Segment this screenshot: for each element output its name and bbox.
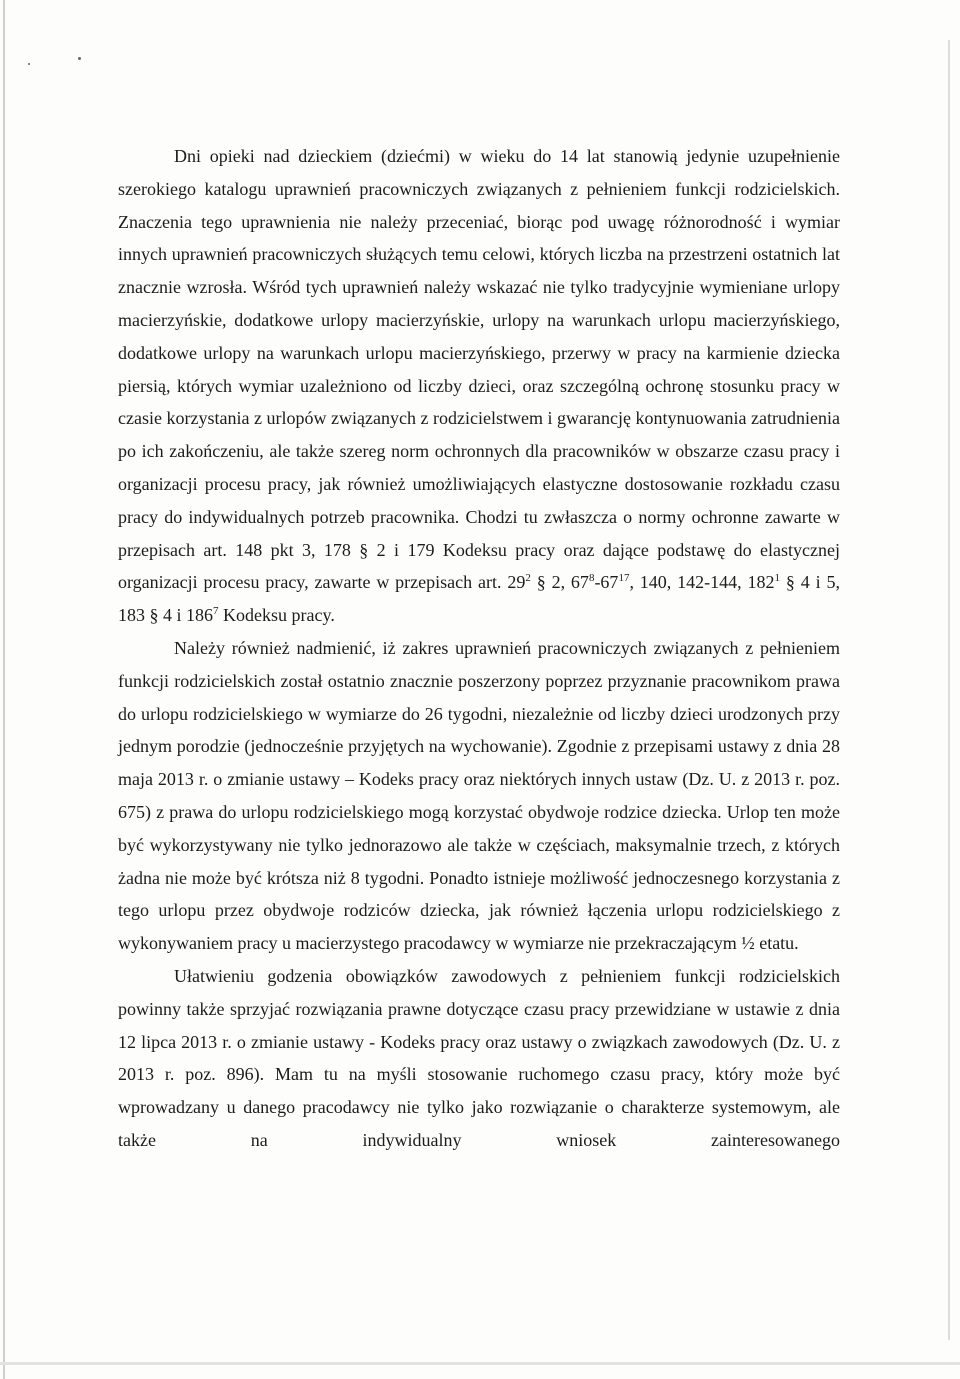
text-run: Kodeksu pracy. — [218, 605, 335, 626]
superscript-run: 1 — [774, 572, 781, 585]
scan-right-edge — [948, 40, 950, 1340]
scan-left-edge — [3, 0, 5, 1379]
scan-speck — [28, 63, 30, 65]
text-run: Należy również nadmienić, iż zakres uprawnień pracowniczych związanych z pełnieniem funkcji rodzicielskich został ostatnio znacznie poszerzony poprzez przyznanie pracownikom prawa do urlopu rodzicielskiego w wymiarze do 26 tygodni, niezależnie od liczby dzieci urodzonych przy jednym porodzie (jednocześnie przyjętych na wychowanie). Zgodnie z przepisami ustawy z dnia 28 maja 2013 r. o zmianie ustawy – Kodeks pracy oraz niektórych innych ustaw (Dz. U. z 2013 r. poz. 675) z prawa do urlopu rodzicielskiego mogą korzystać obydwoje rodzice dziecka. Urlop ten może być wykorzystywany nie tylko jednorazowo ale także w częściach, maksymalnie trzech, z których żadna nie może być krótsza niż 8 tygodni. Ponadto istnieje możliwość jednoczesnego korzystania z tego urlopu przez obydwoje rodziców dziecka, jak również łączenia urlopu rodzicielskiego z wykonywaniem pracy u macierzystego pracodawcy w wymiarze nie przekraczającym ½ etatu. — [118, 637, 840, 954]
scan-bottom-edge — [0, 1362, 960, 1365]
text-run: , 140, 142-144, 182 — [629, 572, 775, 593]
scan-speck — [78, 57, 81, 60]
paragraph-1 — [118, 140, 840, 632]
text-run: § 4 i 5, 183 § 4 i 186 — [118, 572, 840, 626]
paragraph-3 — [118, 960, 840, 1157]
superscript-run: 8 — [588, 572, 595, 585]
text-run: -67 — [594, 572, 619, 593]
paragraph-2 — [118, 632, 840, 960]
text-run: § 2, 67 — [530, 572, 589, 593]
document-body — [118, 140, 840, 1157]
text-run: Ułatwieniu godzenia obowiązków zawodowych z pełnieniem funkcji rodzicielskich powinny także sprzyjać rozwiązania prawne dotyczące czasu pracy przewidziane w ustawie z dnia 12 lipca 2013 r. o zmianie ustawy - Kodeks pracy oraz ustawy o związkach zawodowych (Dz. U. z 2013 r. poz. 896). Mam tu na myśli stosowanie ruchomego czasu pracy, który może być wprowadzany u danego pracodawcy nie tylko jako rozwiązanie o charakterze systemowym, ale także na indywidualny wniosek zainteresowanego — [118, 965, 840, 1150]
superscript-run: 17 — [618, 572, 630, 585]
superscript-run: 2 — [525, 572, 531, 585]
superscript-run: 7 — [213, 605, 219, 618]
text-run: Dni opieki nad dzieckiem (dziećmi) w wieku do 14 lat stanowią jedynie uzupełnienie szerokiego katalogu uprawnień pracowniczych związanych z pełnieniem funkcji rodzicielskich. Znaczenia tego uprawnienia nie należy przeceniać, biorąc pod uwagę różnorodność i wymiar innych uprawnień pracowniczych służących temu celowi, których liczba na przestrzeni ostatnich lat znacznie wzrosła. Wśród tych uprawnień należy wskazać nie tylko tradycyjnie wymieniane urlopy macierzyńskie, dodatkowe urlopy macierzyńskie, urlopy na warunkach urlopu macierzyńskiego, dodatkowe urlopy na warunkach urlopu macierzyńskiego, przerwy w pracy na karmienie dziecka piersią, których wymiar uzależniono od liczby dzieci, oraz szczególną ochronę stosunku pracy w czasie korzystania z urlopów związanych z rodzicielstwem i gwarancję kontynuowania zatrudnienia po ich zakończeniu, ale także szereg norm ochronnych dla pracowników w obszarze czasu pracy i organizacji procesu pracy, jak również umożliwiających elastyczne dostosowanie rozkładu czasu pracy do indywidualnych potrzeb pracownika. Chodzi tu zwłaszcza o normy ochronne zawarte w przepisach art. 148 pkt 3, 178 § 2 i 179 Kodeksu pracy oraz dające podstawę do elastycznej organizacji procesu pracy, zawarte w przepisach art. 29 — [118, 146, 840, 593]
